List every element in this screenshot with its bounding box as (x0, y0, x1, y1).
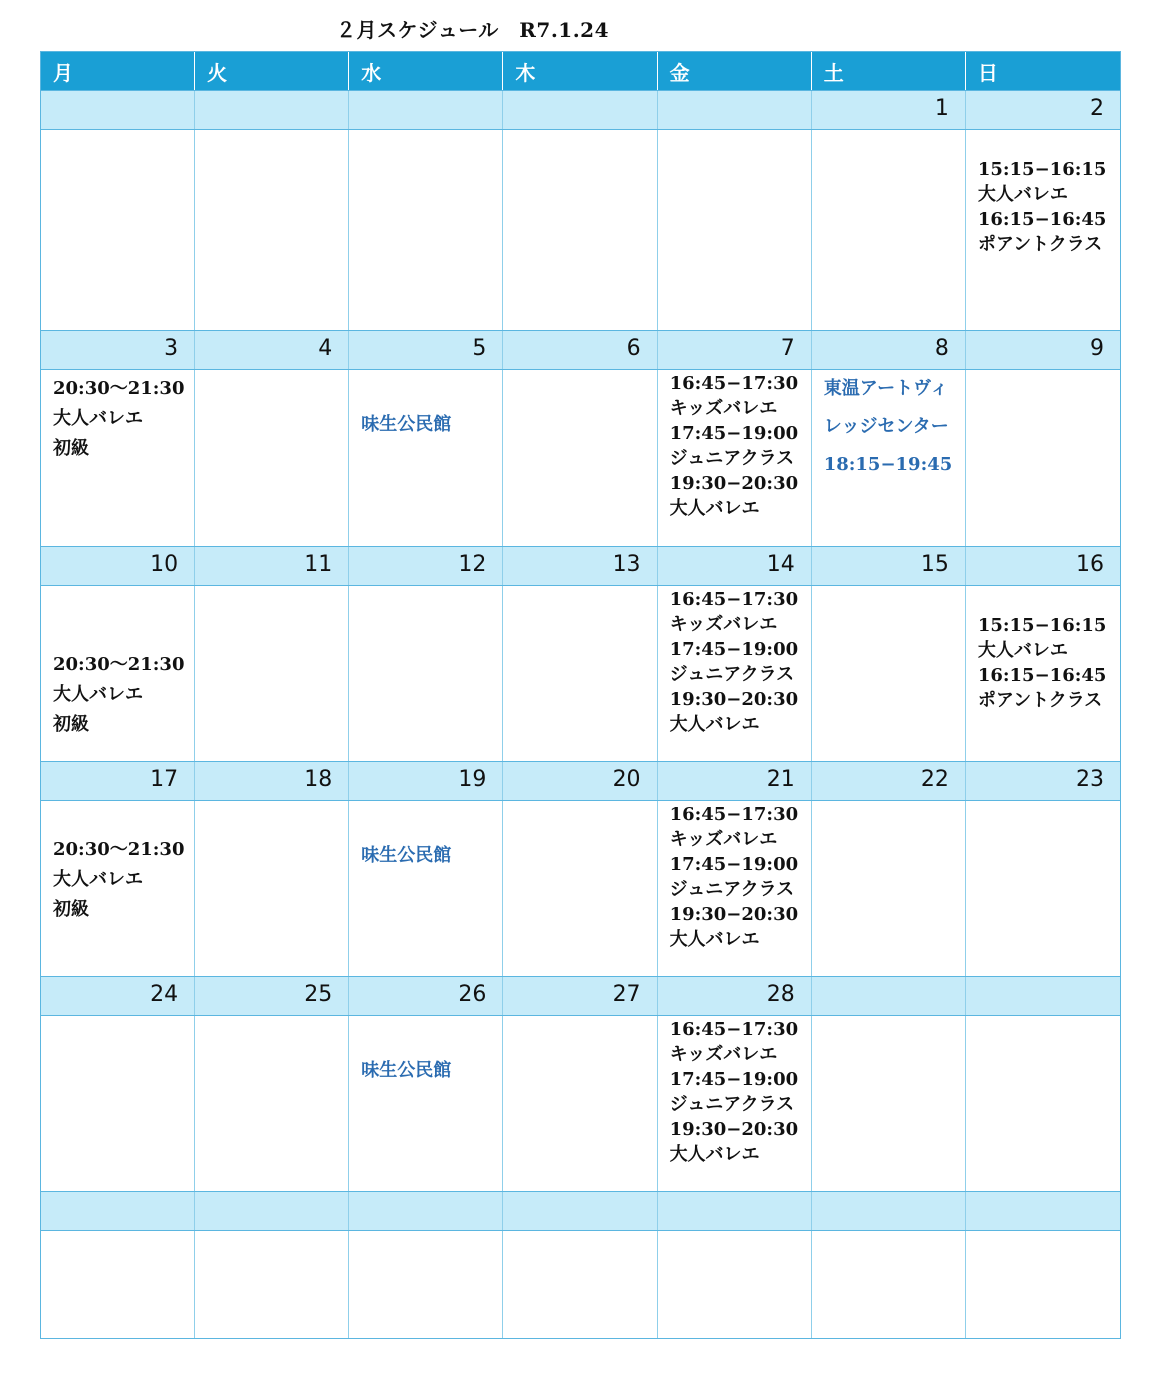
date-cell: 11 (195, 547, 349, 585)
day-cell-16 (966, 586, 1120, 761)
date-cell (658, 91, 812, 129)
day-cell (812, 1231, 966, 1338)
day-cell (195, 801, 349, 976)
date-cell: 5 (349, 331, 503, 369)
event-sunday-classes: 15:15−16:15 大人バレエ 16:15−16:45 ポアントクラス (977, 159, 1107, 255)
day-cell (812, 130, 966, 330)
day-cell-26 (349, 1016, 503, 1191)
weekday-header (41, 52, 1120, 90)
date-cell (658, 1192, 812, 1230)
day-cell-7 (658, 370, 812, 546)
day-cell (503, 586, 657, 761)
date-cell: 3 (41, 331, 195, 369)
date-row-week3 (41, 546, 1120, 585)
event-toon-art-village: 東温アートヴィ レッジセンター 18:15−19:45 (823, 378, 953, 475)
content-row-week2 (41, 369, 1120, 546)
day-cell (503, 801, 657, 976)
date-row-week2 (41, 330, 1120, 369)
date-cell (812, 1192, 966, 1230)
date-cell (41, 91, 195, 129)
date-cell: 19 (349, 762, 503, 800)
date-cell: 7 (658, 331, 812, 369)
day-cell-8 (812, 370, 966, 546)
day-cell (966, 1231, 1120, 1338)
day-cell (349, 130, 503, 330)
calendar (40, 51, 1121, 1339)
day-cell (195, 1016, 349, 1191)
day-cell-28 (658, 1016, 812, 1191)
event-monday-class: 20:30〜21:30 大人バレエ 初級 (53, 378, 185, 459)
date-cell: 12 (349, 547, 503, 585)
date-cell: 2 (1089, 96, 1104, 121)
day-cell (41, 1231, 195, 1338)
weekday-wed: 水 (349, 52, 503, 90)
day-cell (503, 1231, 657, 1338)
date-cell: 4 (195, 331, 349, 369)
day-cell (195, 130, 349, 330)
day-cell-17 (41, 801, 195, 976)
date-row-week4 (41, 761, 1120, 800)
date-cell: 23 (1075, 767, 1104, 792)
date-cell (349, 91, 503, 129)
day-cell (503, 370, 657, 546)
event-friday-classes: 16:45−17:30 キッズバレエ 17:45−19:00 ジュニアクラス 19:30−20:30 大人バレエ (669, 1019, 799, 1165)
date-cell: 17 (41, 762, 195, 800)
event-friday-classes: 16:45−17:30 キッズバレエ 17:45−19:00 ジュニアクラス 19:30−20:30 大人バレエ (669, 589, 799, 735)
weekday-tue: 火 (195, 52, 349, 90)
day-cell (812, 1016, 966, 1191)
date-cell: 25 (195, 977, 349, 1015)
date-cell: 27 (503, 977, 657, 1015)
date-cell: 28 (658, 977, 812, 1015)
weekday-thu: 木 (503, 52, 657, 90)
weekday-fri: 金 (658, 52, 812, 90)
date-cell: 15 (812, 547, 966, 585)
date-cell (349, 1192, 503, 1230)
date-cell: 14 (658, 547, 812, 585)
day-cell (195, 370, 349, 546)
day-cell (812, 586, 966, 761)
date-cell: 24 (41, 977, 195, 1015)
content-row-week1 (41, 129, 1120, 330)
day-cell (812, 801, 966, 976)
page-title: ２月スケジュール R7.1.24 (336, 18, 610, 42)
date-row-week5 (41, 976, 1120, 1015)
content-row-week4 (41, 800, 1120, 976)
date-cell: 13 (503, 547, 657, 585)
date-cell (503, 1192, 657, 1230)
date-cell: 26 (349, 977, 503, 1015)
date-cell (41, 1192, 195, 1230)
day-cell (966, 801, 1120, 976)
date-cell: 22 (812, 762, 966, 800)
day-cell (966, 370, 1120, 546)
event-monday-class: 20:30〜21:30 大人バレエ 初級 (53, 654, 185, 735)
date-cell: 1 (812, 91, 966, 129)
content-row-week6 (41, 1230, 1120, 1338)
day-cell (503, 1016, 657, 1191)
day-cell (41, 130, 195, 330)
content-row-week3 (41, 585, 1120, 761)
weekday-sat: 土 (812, 52, 966, 90)
date-cell: 8 (812, 331, 966, 369)
date-cell (966, 977, 1120, 1015)
weekday-sun: 日 (977, 61, 998, 85)
day-cell-3 (41, 370, 195, 546)
content-row-week5 (41, 1015, 1120, 1191)
date-cell: 18 (195, 762, 349, 800)
day-cell (195, 586, 349, 761)
day-cell-19 (349, 801, 503, 976)
date-cell (503, 91, 657, 129)
day-cell (966, 1016, 1120, 1191)
day-cell-14 (658, 586, 812, 761)
date-cell: 6 (503, 331, 657, 369)
event-friday-classes: 16:45−17:30 キッズバレエ 17:45−19:00 ジュニアクラス 19:30−20:30 大人バレエ (669, 804, 799, 950)
event-venue: 味生公民館 (361, 845, 452, 866)
date-cell (195, 1192, 349, 1230)
day-cell (503, 130, 657, 330)
event-monday-class: 20:30〜21:30 大人バレエ 初級 (53, 839, 185, 920)
event-friday-classes: 16:45−17:30 キッズバレエ 17:45−19:00 ジュニアクラス 19:30−20:30 大人バレエ (669, 373, 799, 519)
day-cell (349, 1231, 503, 1338)
day-cell-10 (41, 586, 195, 761)
date-cell (966, 1192, 1120, 1230)
date-cell: 21 (658, 762, 812, 800)
event-sunday-classes: 15:15−16:15 大人バレエ 16:15−16:45 ポアントクラス (977, 615, 1107, 711)
day-cell (658, 1231, 812, 1338)
day-cell (195, 1231, 349, 1338)
day-cell-21 (658, 801, 812, 976)
date-cell: 20 (503, 762, 657, 800)
date-cell (195, 91, 349, 129)
day-cell (349, 586, 503, 761)
event-venue: 味生公民館 (361, 1060, 452, 1081)
date-row-week6 (41, 1191, 1120, 1230)
day-cell-5 (349, 370, 503, 546)
event-venue: 味生公民館 (361, 414, 452, 435)
date-cell: 10 (41, 547, 195, 585)
day-cell-2 (966, 130, 1120, 330)
date-cell: 16 (1075, 552, 1104, 577)
date-cell (812, 977, 966, 1015)
day-cell (41, 1016, 195, 1191)
date-cell: 9 (1089, 336, 1104, 361)
date-row-week1 (41, 90, 1120, 129)
weekday-mon: 月 (41, 52, 195, 90)
day-cell (658, 130, 812, 330)
